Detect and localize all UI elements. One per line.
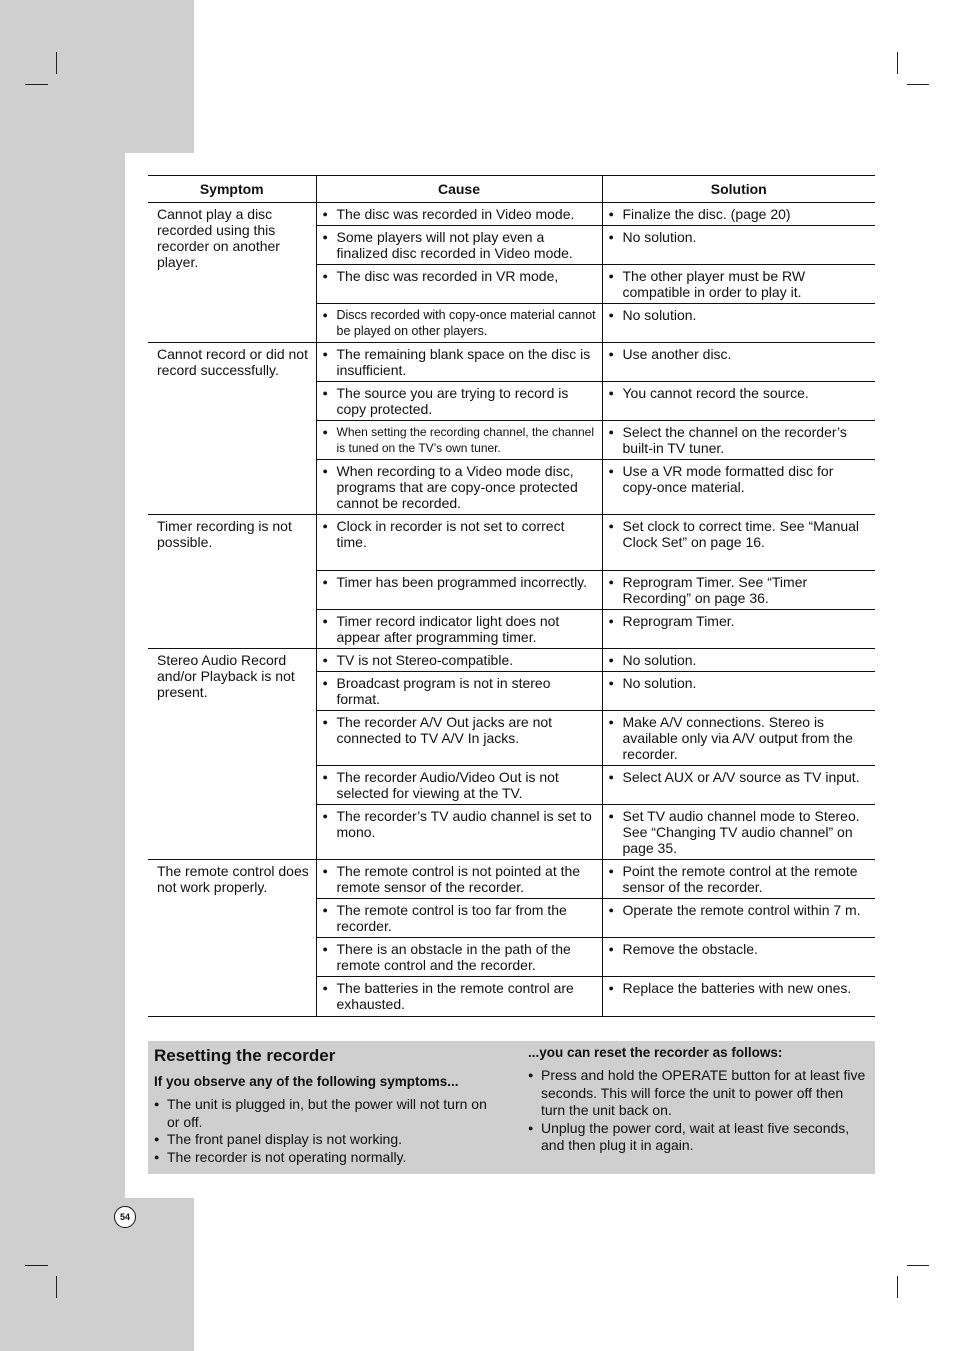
crop-mark: [25, 84, 48, 85]
crop-mark: [25, 1265, 48, 1266]
symptom-cell: Stereo Audio Record and/or Playback is not present.: [148, 649, 316, 860]
table-row: [148, 860, 875, 899]
cause-text: ● The recorder A/V Out jacks are not connected to TV A/V In jacks.: [321, 714, 598, 746]
cause-text: ● There is an obstacle in the path of the remote control and the recorder.: [321, 941, 598, 973]
symptoms-list: [154, 1096, 489, 1166]
page-number-badge: 54: [114, 1206, 136, 1228]
crop-mark: [897, 52, 898, 74]
list-item: ● Press and hold the OPERATE button for at least five seconds. This will force the unit to power off then turn the unit back on.: [528, 1067, 868, 1120]
crop-mark: [56, 1276, 57, 1298]
cause-text: ● The batteries in the remote control are exhausted.: [321, 980, 598, 1012]
solution-text: ● Select the channel on the recorder’s built-in TV tuner.: [607, 424, 872, 456]
cause-text: ● The remaining blank space on the disc is insufficient.: [321, 346, 598, 378]
list-item: ● The recorder is not operating normally.: [154, 1149, 489, 1167]
crop-mark: [897, 1276, 898, 1298]
solution-text: ● Remove the obstacle.: [607, 941, 872, 957]
header-cause: Cause: [316, 176, 602, 203]
cause-text: ● TV is not Stereo-compatible.: [321, 652, 598, 668]
solution-text: ● No solution.: [607, 652, 872, 668]
cause-text: ● Discs recorded with copy-once material cannot be played on other players.: [321, 307, 598, 339]
symptom-cell: Cannot play a disc recorded using this recorder on another player.: [148, 203, 316, 343]
solution-text: ● Use another disc.: [607, 346, 872, 362]
actions-list: [528, 1067, 868, 1155]
symptom-cell: Cannot record or did not record successfully.: [148, 343, 316, 515]
cause-text: ● Timer has been programmed incorrectly.: [321, 574, 598, 590]
gray-margin-bottom: [0, 1198, 194, 1351]
cause-text: ● The disc was recorded in Video mode.: [321, 206, 598, 222]
solution-text: ● No solution.: [607, 229, 872, 245]
solution-text: ● Reprogram Timer. See “Timer Recording” on page 36.: [607, 574, 872, 606]
table-row: [148, 203, 875, 226]
table-header-row: [148, 176, 875, 203]
solution-text: ● Set clock to correct time. See “Manual Clock Set” on page 16.: [607, 518, 872, 550]
cause-text: ● The source you are trying to record is copy protected.: [321, 385, 598, 417]
solution-text: ● Set TV audio channel mode to Stereo. See “Changing TV audio channel” on page 35.: [607, 808, 872, 856]
solution-text: ● Use a VR mode formatted disc for copy-once material.: [607, 463, 872, 495]
cause-text: ● When recording to a Video mode disc, programs that are copy-once protected cannot be recorded.: [321, 463, 598, 511]
cause-text: ● The recorder Audio/Video Out is not selected for viewing at the TV.: [321, 769, 598, 801]
table-row: [148, 649, 875, 672]
reset-title: Resetting the recorder: [154, 1046, 336, 1065]
symptom-cell: Timer recording is not possible.: [148, 515, 316, 649]
cause-text: ● Timer record indicator light does not appear after programming timer.: [321, 613, 598, 645]
reset-section: [148, 1041, 875, 1174]
solution-text: ● Operate the remote control within 7 m.: [607, 902, 872, 918]
gray-margin-middle: [0, 153, 125, 1198]
cause-text: ● The remote control is too far from the recorder.: [321, 902, 598, 934]
cause-text: ● The remote control is not pointed at the remote sensor of the recorder.: [321, 863, 598, 895]
list-item: ● The front panel display is not working.: [154, 1131, 489, 1149]
cause-text: ● When setting the recording channel, the channel is tuned on the TV’s own tuner.: [321, 424, 598, 456]
solution-text: ● The other player must be RW compatible in order to play it.: [607, 268, 872, 300]
table-row: [148, 343, 875, 382]
list-item: ● The unit is plugged in, but the power will not turn on or off.: [154, 1096, 489, 1131]
symptoms-heading: If you observe any of the following symptoms...: [154, 1074, 459, 1089]
actions-heading: ...you can reset the recorder as follows:: [528, 1045, 783, 1060]
troubleshooting-table: [148, 175, 875, 1017]
header-solution: Solution: [602, 176, 875, 203]
cause-text: ● Broadcast program is not in stereo format.: [321, 675, 598, 707]
solution-text: ● No solution.: [607, 675, 872, 691]
solution-text: ● Replace the batteries with new ones.: [607, 980, 872, 996]
header-symptom: Symptom: [148, 176, 316, 203]
solution-text: ● Point the remote control at the remote sensor of the recorder.: [607, 863, 872, 895]
symptom-cell: The remote control does not work properly.: [148, 860, 316, 1017]
solution-text: ● No solution.: [607, 307, 872, 323]
solution-text: ● Finalize the disc. (page 20): [607, 206, 872, 222]
cause-text: ● Some players will not play even a finalized disc recorded in Video mode.: [321, 229, 598, 261]
gray-margin-top: [0, 0, 194, 153]
table-row: [148, 515, 875, 571]
cause-text: ● Clock in recorder is not set to correct time.: [321, 518, 598, 550]
solution-text: ● Make A/V connections. Stereo is available only via A/V output from the recorder.: [607, 714, 872, 762]
list-item: ● Unplug the power cord, wait at least five seconds, and then plug it in again.: [528, 1120, 868, 1155]
crop-mark: [907, 1265, 929, 1266]
cause-text: ● The recorder’s TV audio channel is set to mono.: [321, 808, 598, 840]
solution-text: ● You cannot record the source.: [607, 385, 872, 401]
crop-mark: [907, 84, 929, 85]
cause-text: ● The disc was recorded in VR mode,: [321, 268, 598, 284]
solution-text: ● Select AUX or A/V source as TV input.: [607, 769, 872, 785]
solution-text: ● Reprogram Timer.: [607, 613, 872, 629]
crop-mark: [56, 52, 57, 74]
